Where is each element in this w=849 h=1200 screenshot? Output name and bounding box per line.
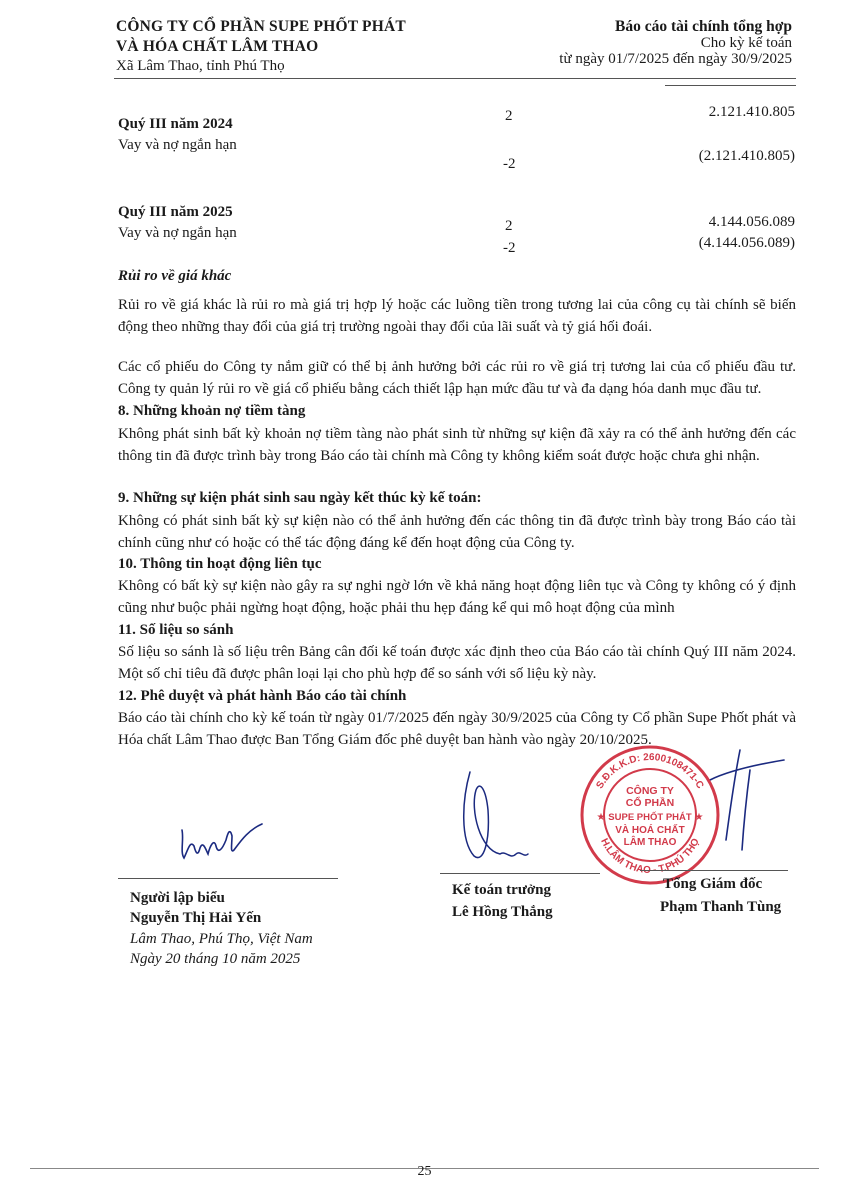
accountant-name: Lê Hồng Thắng: [452, 904, 553, 920]
company-name-line2: VÀ HÓA CHẤT LÂM THAO: [116, 38, 319, 55]
section10-heading: 10. Thông tin hoạt động liên tục: [118, 556, 322, 572]
q2024-item: Vay và nợ ngắn hạn: [118, 137, 237, 153]
signing-place: Lâm Thao, Phú Thọ, Việt Nam: [130, 931, 313, 947]
header-divider: [114, 78, 796, 79]
section12-body: Báo cáo tài chính cho kỳ kế toán từ ngày 01/7/2025 đến ngày 30/9/2025 của Công ty Cổ phần Supe Phốt phát và Hóa chất Lâm Thao được Ban Tổng Giám đốc phê duyệt ban hành vào ngày 20/10/2025.: [118, 710, 796, 748]
preparer-name: Nguyễn Thị Hải Yến: [130, 910, 262, 926]
q2024-change-up: 2: [505, 108, 513, 124]
company-name-line1: CÔNG TY CỔ PHẦN SUPE PHỐT PHÁT: [116, 18, 406, 35]
stamp-star-left: ★: [596, 812, 606, 823]
q2024-effect-up: 2.121.410.805: [708, 104, 795, 120]
q2025-title: Quý III năm 2025: [118, 204, 233, 220]
q2025-item: Vay và nợ ngắn hạn: [118, 225, 237, 241]
report-period-label: Cho kỳ kế toán: [700, 35, 792, 51]
accountant-role: Kế toán trưởng: [452, 882, 551, 898]
director-line: [640, 870, 788, 871]
other-price-risk-para1: Rủi ro về giá khác là rủi ro mà giá trị hợp lý hoặc các luồng tiền trong tương lai của công cụ tài chính sẽ biến động theo những thay đổi của giá trị trường ngoài thay đổi của lãi suất và tỷ giá hối đoái.: [118, 297, 796, 335]
section9-body: Không có phát sinh bất kỳ sự kiện nào có thể ảnh hưởng đến các thông tin đã được trình bày trong Báo cáo tài chính cũng như có hoặc có thể tác động đáng kể đến hoạt động của Công ty.: [118, 513, 796, 551]
section10-body: Không có bất kỳ sự kiện nào gây ra sự nghi ngờ lớn về khả năng hoạt động liên tục và Công ty không có ý định cũng như buộc phải ngừng hoạt động, hoặc phải thu hẹp đáng kể qui mô hoạt động của mình: [118, 578, 796, 616]
q2025-effect-up: 4.144.056.089: [708, 214, 795, 230]
director-name: Phạm Thanh Tùng: [660, 899, 782, 915]
company-address: Xã Lâm Thao, tỉnh Phú Thọ: [116, 58, 285, 74]
signing-date: Ngày 20 tháng 10 năm 2025: [130, 951, 301, 967]
report-period: từ ngày 01/7/2025 đến ngày 30/9/2025: [559, 51, 792, 67]
stamp-line3: SUPE PHỐT PHÁT: [608, 812, 692, 823]
q2024-title: Quý III năm 2024: [118, 116, 233, 132]
stamp-line1: CÔNG TY: [626, 785, 674, 797]
section11-body: Số liệu so sánh là số liệu trên Bảng cân đối kế toán được xác định theo của Báo cáo tài chính Quý III năm 2024. Một số chỉ tiêu đã được phân loại lại cho phù hợp để so sánh với số liệu kỳ này.: [118, 644, 796, 682]
section8-heading: 8. Những khoản nợ tiềm tàng: [118, 403, 306, 419]
report-title: Báo cáo tài chính tổng hợp: [615, 18, 792, 35]
q2024-change-down: -2: [503, 156, 516, 172]
page-number: 25: [417, 1164, 432, 1179]
stamp-ring-bottom: H.LÂM THAO - T.PHÚ THỌ: [598, 836, 702, 877]
preparer-role: Người lập biểu: [130, 890, 225, 906]
section8-body: Không phát sinh bất kỳ khoản nợ tiềm tàng nào phát sinh từ những sự kiện đã xảy ra có thể ảnh hưởng đến các thông tin đã được trình bày trong Báo cáo tài chính mà Công ty không kiểm soát được hoặc chưa ghi nhận.: [118, 426, 796, 464]
table-top-rule: [665, 85, 796, 86]
section9-heading: 9. Những sự kiện phát sinh sau ngày kết thúc kỳ kế toán:: [118, 490, 482, 506]
other-price-risk-para2: Các cổ phiếu do Công ty nắm giữ có thể bị ảnh hưởng bởi các rủi ro về giá trị tương lai của cổ phiếu đầu tư. Công ty quản lý rủi ro về giá cổ phiếu bằng cách thiết lập hạn mức đầu tư và đa dạng hóa danh mục đầu tư.: [118, 359, 796, 397]
section11-heading: 11. Số liệu so sánh: [118, 622, 234, 638]
q2025-change-up: 2: [505, 218, 513, 234]
director-role: Tổng Giám đốc: [663, 876, 763, 892]
section12-heading: 12. Phê duyệt và phát hành Báo cáo tài chính: [118, 688, 407, 704]
preparer-line: [118, 878, 338, 879]
stamp-ring-top: S.Đ.K.K.D: 2600108471-C: [594, 751, 706, 791]
company-stamp-icon: [575, 740, 725, 890]
stamp-line5: LÂM THAO: [623, 837, 677, 848]
stamp-line2: CỔ PHẦN: [625, 797, 675, 809]
q2025-change-down: -2: [503, 240, 516, 256]
q2024-effect-down: (2.121.410.805): [698, 148, 795, 164]
preparer-signature-icon: [170, 810, 270, 870]
stamp-line4: VÀ HOÁ CHẤT: [615, 825, 685, 836]
stamp-star-right: ★: [694, 812, 704, 823]
q2025-effect-down: (4.144.056.089): [698, 235, 795, 251]
accountant-signature-icon: [440, 770, 560, 870]
other-price-risk-heading: Rủi ro về giá khác: [118, 268, 232, 284]
